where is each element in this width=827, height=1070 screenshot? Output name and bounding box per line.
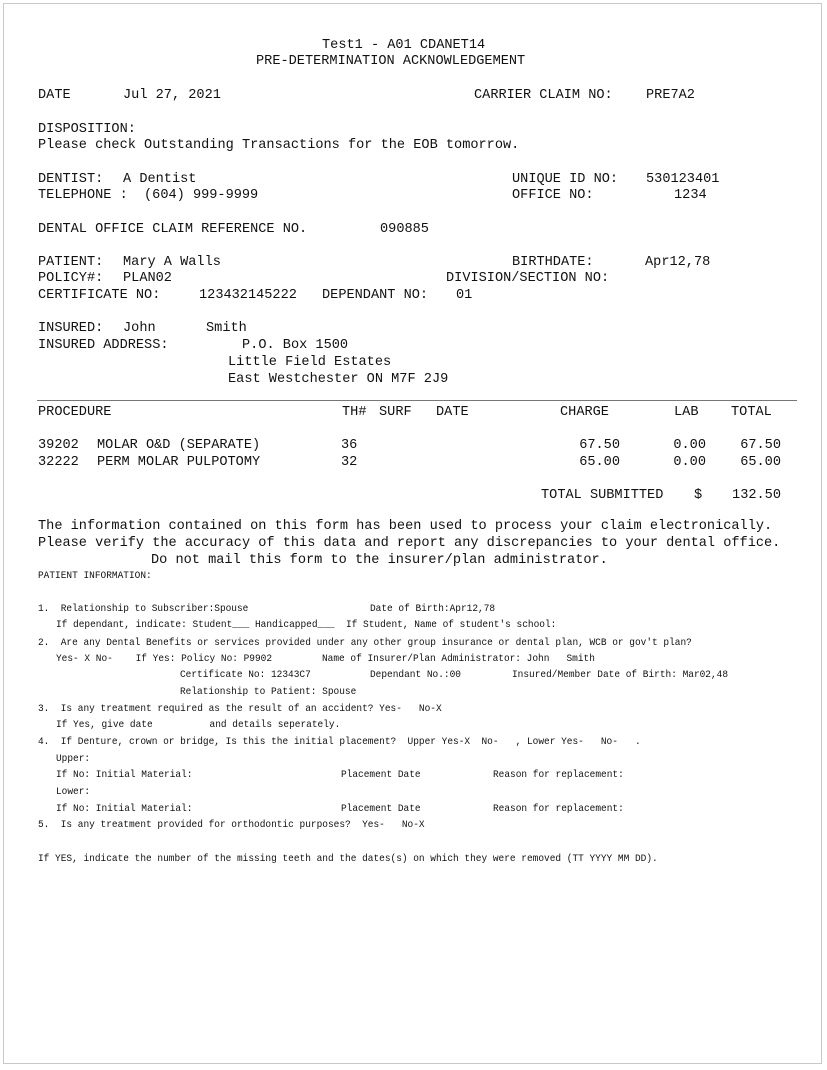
office-label: OFFICE NO:: [512, 188, 594, 203]
lower-initial-material: If No: Initial Material:: [56, 804, 193, 815]
telephone-value: (604) 999-9999: [144, 188, 259, 203]
total-submitted-value: 132.50: [732, 488, 781, 503]
notice-line: The information contained on this form has been used to process your claim electronically.: [38, 519, 773, 534]
procedure-tooth: 36: [341, 438, 358, 453]
insured-address-line: Little Field Estates: [228, 355, 392, 370]
col-header-surf: SURF: [379, 405, 412, 420]
office-claim-ref-label: DENTAL OFFICE CLAIM REFERENCE NO.: [38, 222, 308, 237]
procedure-total: 67.50: [740, 438, 781, 453]
disposition-text: Please check Outstanding Transactions for the EOB tomorrow.: [38, 138, 520, 153]
telephone-label: TELEPHONE :: [38, 188, 128, 203]
missing-teeth-note: If YES, indicate the number of the missing teeth and the dates(s) on which they were removed (TT YYYY MM DD).: [38, 854, 658, 865]
procedure-desc: MOLAR O&D (SEPARATE): [97, 438, 261, 453]
office-value: 1234: [674, 188, 707, 203]
question-2-policy: Yes- X No- If Yes: Policy No: P9902: [56, 654, 273, 665]
question-1-dob: Date of Birth:Apr12,78: [370, 604, 496, 615]
insured-address-label: INSURED ADDRESS:: [38, 338, 169, 353]
notice-line: Do not mail this form to the insurer/plan administrator.: [151, 553, 608, 568]
form-title: Test1 - A01 CDANET14: [322, 38, 486, 53]
lower-label: Lower:: [56, 787, 91, 798]
question-2-dependant: Dependant No.:00: [370, 670, 461, 681]
question-1-detail: If dependant, indicate: Student___ Handicapped___ If Student, Name of student's school:: [56, 620, 557, 631]
birthdate-label: BIRTHDATE:: [512, 255, 594, 270]
question-3-detail: If Yes, give date and details seperately.: [56, 720, 341, 731]
procedure-charge: 65.00: [579, 455, 620, 470]
upper-initial-material: If No: Initial Material:: [56, 770, 193, 781]
col-header-charge: CHARGE: [560, 405, 609, 420]
procedure-tooth: 32: [341, 455, 358, 470]
procedure-total: 65.00: [740, 455, 781, 470]
col-header-total: TOTAL: [731, 405, 772, 420]
question-1: 1. Relationship to Subscriber:Spouse: [38, 604, 249, 615]
procedure-code: 32222: [38, 455, 79, 470]
dentist-value: A Dentist: [123, 172, 197, 187]
question-2-insurer: Name of Insurer/Plan Administrator: John Smith: [322, 654, 595, 665]
unique-id-value: 530123401: [646, 172, 720, 187]
notice-line: Please verify the accuracy of this data and report any discrepancies to your dental office.: [38, 536, 781, 551]
procedure-lab: 0.00: [673, 455, 706, 470]
col-header-tooth: TH#: [342, 405, 367, 420]
currency-symbol: $: [694, 488, 703, 503]
date-label: DATE: [38, 88, 71, 103]
lower-reason: Reason for replacement:: [493, 804, 624, 815]
unique-id-label: UNIQUE ID NO:: [512, 172, 619, 187]
col-header-lab: LAB: [674, 405, 699, 420]
upper-label: Upper:: [56, 754, 91, 765]
office-claim-ref-value: 090885: [380, 222, 429, 237]
section-divider: [37, 400, 797, 401]
dentist-label: DENTIST:: [38, 172, 104, 187]
insured-last-name: Smith: [206, 321, 247, 336]
dependant-label: DEPENDANT NO:: [322, 288, 429, 303]
procedure-lab: 0.00: [673, 438, 706, 453]
question-2-member-dob: Insured/Member Date of Birth: Mar02,48: [512, 670, 729, 681]
insured-first-name: John: [123, 321, 156, 336]
policy-label: POLICY#:: [38, 271, 104, 286]
procedure-charge: 67.50: [579, 438, 620, 453]
upper-reason: Reason for replacement:: [493, 770, 624, 781]
patient-label: PATIENT:: [38, 255, 104, 270]
insured-address-line: East Westchester ON M7F 2J9: [228, 372, 449, 387]
policy-value: PLAN02: [123, 271, 172, 286]
carrier-claim-label: CARRIER CLAIM NO:: [474, 88, 613, 103]
procedure-desc: PERM MOLAR PULPOTOMY: [97, 455, 261, 470]
question-3: 3. Is any treatment required as the result of an accident? Yes- No-X: [38, 704, 442, 715]
form-subtitle: PRE-DETERMINATION ACKNOWLEDGEMENT: [256, 54, 526, 69]
col-header-procedure: PROCEDURE: [38, 405, 112, 420]
patient-name: Mary A Walls: [123, 255, 221, 270]
insured-label: INSURED:: [38, 321, 104, 336]
insured-address-line: P.O. Box 1500: [242, 338, 349, 353]
division-label: DIVISION/SECTION NO:: [446, 271, 610, 286]
dependant-value: 01: [456, 288, 473, 303]
procedure-code: 39202: [38, 438, 79, 453]
question-5: 5. Is any treatment provided for orthodontic purposes? Yes- No-X: [38, 820, 425, 831]
question-2: 2. Are any Dental Benefits or services provided under any other group insurance or dental plan, WCB or gov't plan?: [38, 638, 692, 649]
col-header-date: DATE: [436, 405, 469, 420]
lower-placement-date: Placement Date: [341, 804, 421, 815]
question-2-certificate: Certificate No: 12343C7: [180, 670, 311, 681]
certificate-value: 123432145222: [199, 288, 297, 303]
disposition-label: DISPOSITION:: [38, 122, 136, 137]
birthdate-value: Apr12,78: [645, 255, 711, 270]
carrier-claim-value: PRE7A2: [646, 88, 695, 103]
question-2-relationship: Relationship to Patient: Spouse: [180, 687, 357, 698]
patient-info-heading: PATIENT INFORMATION:: [38, 571, 152, 582]
date-value: Jul 27, 2021: [123, 88, 221, 103]
certificate-label: CERTIFICATE NO:: [38, 288, 161, 303]
total-submitted-label: TOTAL SUBMITTED: [541, 488, 664, 503]
upper-placement-date: Placement Date: [341, 770, 421, 781]
question-4: 4. If Denture, crown or bridge, Is this the initial placement? Upper Yes-X No- , Lower Yes- No- .: [38, 737, 641, 748]
